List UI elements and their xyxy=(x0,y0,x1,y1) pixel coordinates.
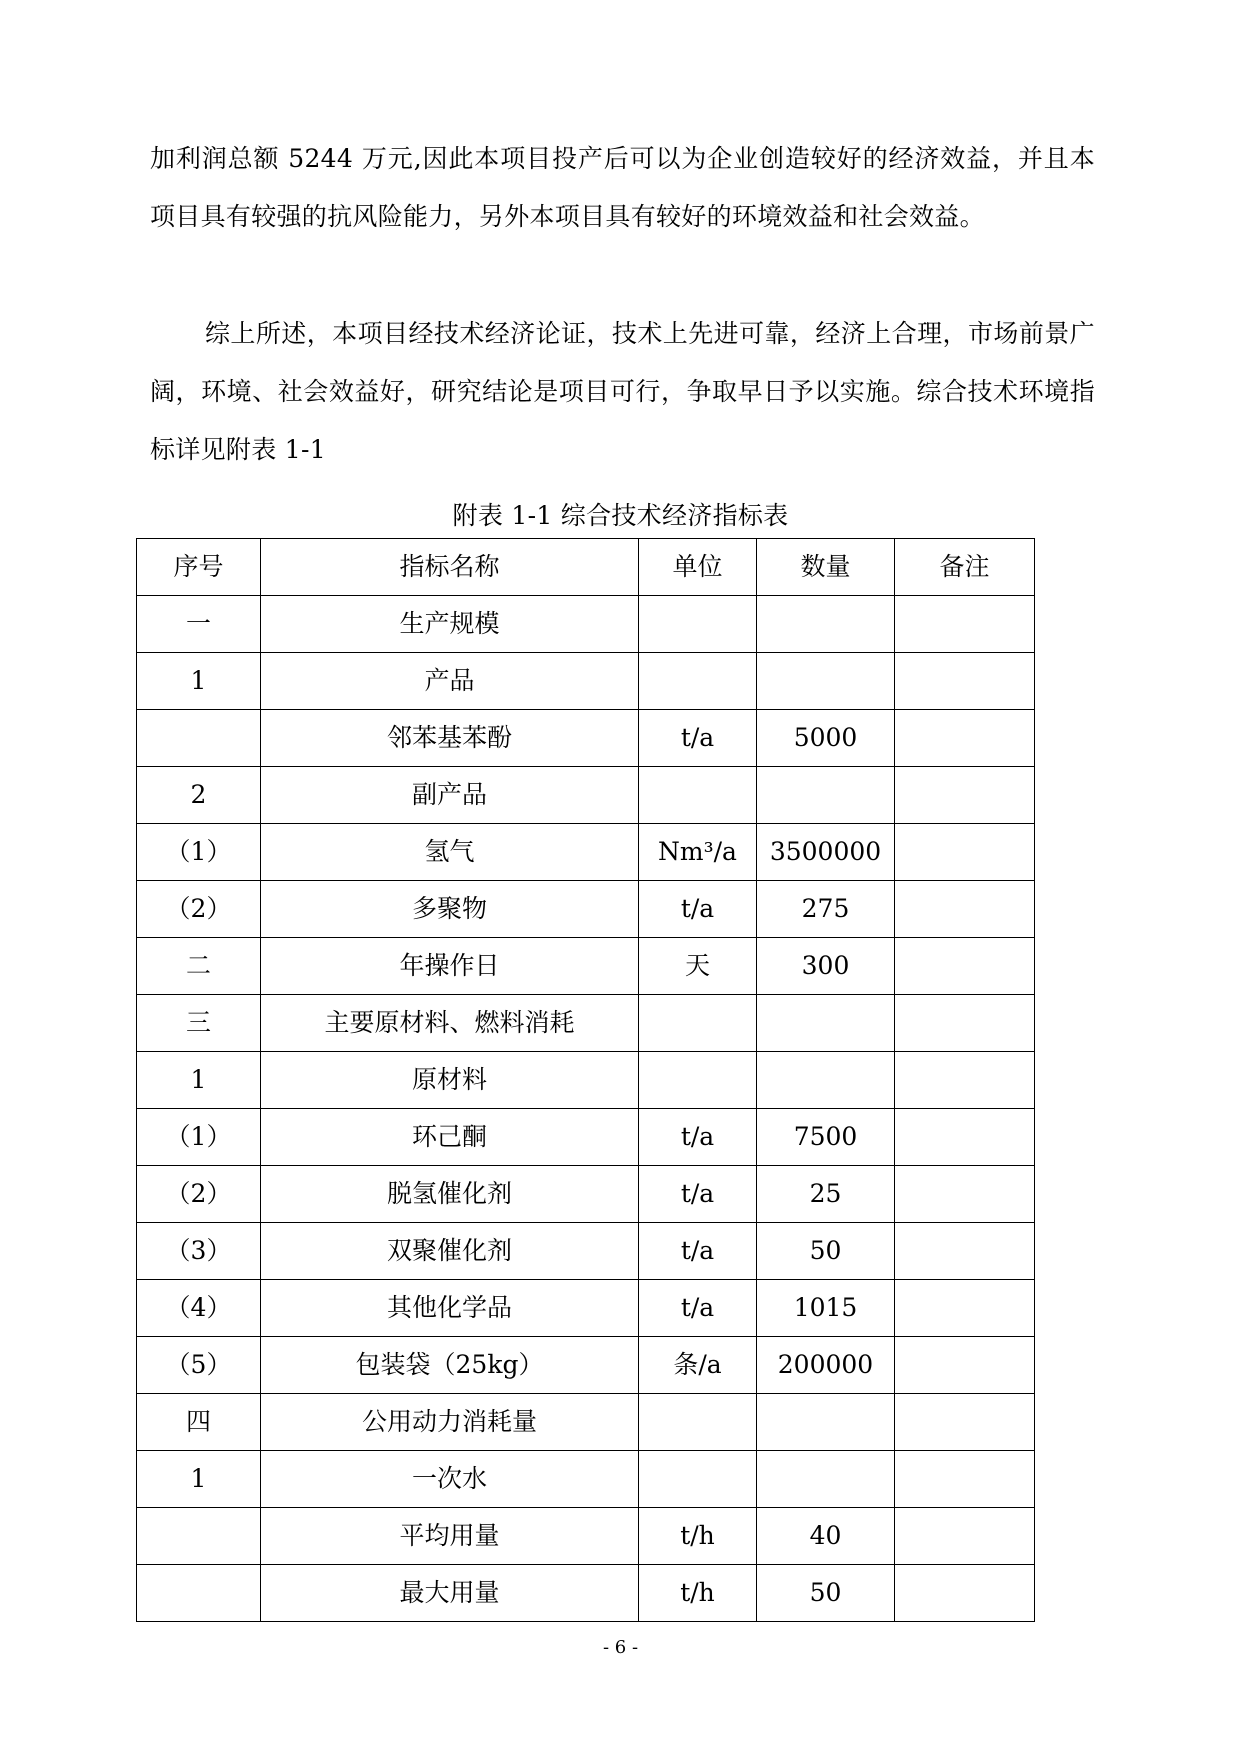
table-row xyxy=(137,1052,1035,1109)
cell-unit: 条/a xyxy=(639,1337,757,1394)
page-number: - 6 - xyxy=(602,1637,639,1658)
cell-seq: （5） xyxy=(137,1337,261,1394)
cell-remark xyxy=(895,596,1035,653)
cell-name: 包装袋（25kg） xyxy=(261,1337,639,1394)
cell-quantity: 275 xyxy=(757,881,895,938)
cell-unit: t/h xyxy=(639,1565,757,1622)
cell-remark xyxy=(895,1394,1035,1451)
cell-quantity: 300 xyxy=(757,938,895,995)
cell-name: 年操作日 xyxy=(261,938,639,995)
cell-remark xyxy=(895,995,1035,1052)
cell-unit xyxy=(639,1394,757,1451)
table-row xyxy=(137,596,1035,653)
cell-seq: （2） xyxy=(137,1166,261,1223)
cell-unit: t/a xyxy=(639,1280,757,1337)
body-paragraph: 综上所述，本项目经技术经济论证，技术上先进可靠，经济上合理，市场前景广阔，环境、社会效益好，研究结论是项目可行，争取早日予以实施。综合技术环境指标详见附表 1-1 xyxy=(150,319,1095,464)
table-row xyxy=(137,1451,1035,1508)
cell-name: 一次水 xyxy=(261,1451,639,1508)
cell-remark xyxy=(895,1223,1035,1280)
cell-seq: 二 xyxy=(137,938,261,995)
cell-unit: t/a xyxy=(639,1109,757,1166)
cell-quantity xyxy=(757,653,895,710)
cell-name: 主要原材料、燃料消耗 xyxy=(261,995,639,1052)
cell-name: 最大用量 xyxy=(261,1565,639,1622)
cell-name: 副产品 xyxy=(261,767,639,824)
cell-remark xyxy=(895,1508,1035,1565)
cell-quantity: 7500 xyxy=(757,1109,895,1166)
cell-name: 环己酮 xyxy=(261,1109,639,1166)
cell-unit: 天 xyxy=(639,938,757,995)
cell-unit: t/h xyxy=(639,1508,757,1565)
cell-seq: （2） xyxy=(137,881,261,938)
cell-name: 脱氢催化剂 xyxy=(261,1166,639,1223)
cell-name: 产品 xyxy=(261,653,639,710)
header-cell-unit: 单位 xyxy=(639,539,757,596)
cell-quantity xyxy=(757,1394,895,1451)
cell-quantity xyxy=(757,767,895,824)
cell-unit xyxy=(639,767,757,824)
table-row xyxy=(137,1508,1035,1565)
header-cell-seq: 序号 xyxy=(137,539,261,596)
cell-quantity: 25 xyxy=(757,1166,895,1223)
cell-name: 邻苯基苯酚 xyxy=(261,710,639,767)
table-caption: 附表 1-1 综合技术经济指标表 xyxy=(452,501,789,530)
cell-seq: 三 xyxy=(137,995,261,1052)
cell-remark xyxy=(895,710,1035,767)
cell-remark xyxy=(895,824,1035,881)
cell-seq xyxy=(137,1508,261,1565)
cell-seq: （1） xyxy=(137,824,261,881)
table-row xyxy=(137,1223,1035,1280)
cell-quantity xyxy=(757,596,895,653)
header-cell-name: 指标名称 xyxy=(261,539,639,596)
cell-remark xyxy=(895,1109,1035,1166)
cell-name: 公用动力消耗量 xyxy=(261,1394,639,1451)
cell-name: 其他化学品 xyxy=(261,1280,639,1337)
body-paragraph: 加利润总额 5244 万元,因此本项目投产后可以为企业创造较好的经济效益，并且本项目具有较强的抗风险能力，另外本项目具有较好的环境效益和社会效益。 xyxy=(150,144,1095,231)
cell-remark xyxy=(895,653,1035,710)
cell-unit xyxy=(639,995,757,1052)
cell-seq: 一 xyxy=(137,596,261,653)
indicator-table xyxy=(136,538,1035,1622)
cell-unit xyxy=(639,596,757,653)
cell-quantity xyxy=(757,1451,895,1508)
cell-seq: （3） xyxy=(137,1223,261,1280)
cell-remark xyxy=(895,881,1035,938)
cell-quantity: 50 xyxy=(757,1565,895,1622)
cell-unit xyxy=(639,1451,757,1508)
cell-remark xyxy=(895,1280,1035,1337)
cell-remark xyxy=(895,1565,1035,1622)
cell-name: 多聚物 xyxy=(261,881,639,938)
table-row xyxy=(137,1280,1035,1337)
table-row xyxy=(137,1166,1035,1223)
cell-unit: t/a xyxy=(639,1166,757,1223)
cell-seq: 2 xyxy=(137,767,261,824)
cell-remark xyxy=(895,1451,1035,1508)
cell-quantity: 5000 xyxy=(757,710,895,767)
cell-unit: t/a xyxy=(639,1223,757,1280)
cell-name: 生产规模 xyxy=(261,596,639,653)
table-row xyxy=(137,767,1035,824)
cell-seq xyxy=(137,1565,261,1622)
cell-remark xyxy=(895,1052,1035,1109)
cell-quantity xyxy=(757,995,895,1052)
cell-remark xyxy=(895,1166,1035,1223)
cell-quantity xyxy=(757,1052,895,1109)
table-row xyxy=(137,1337,1035,1394)
cell-quantity: 200000 xyxy=(757,1337,895,1394)
cell-seq: 四 xyxy=(137,1394,261,1451)
cell-seq: 1 xyxy=(137,653,261,710)
cell-seq: 1 xyxy=(137,1052,261,1109)
cell-unit: Nm³/a xyxy=(639,824,757,881)
table-row xyxy=(137,653,1035,710)
cell-name: 双聚催化剂 xyxy=(261,1223,639,1280)
cell-unit: t/a xyxy=(639,710,757,767)
cell-quantity: 40 xyxy=(757,1508,895,1565)
header-cell-quantity: 数量 xyxy=(757,539,895,596)
cell-name: 氢气 xyxy=(261,824,639,881)
cell-seq: （4） xyxy=(137,1280,261,1337)
table-row xyxy=(137,710,1035,767)
table-row xyxy=(137,824,1035,881)
cell-unit: t/a xyxy=(639,881,757,938)
cell-seq: 1 xyxy=(137,1451,261,1508)
cell-remark xyxy=(895,938,1035,995)
cell-remark xyxy=(895,767,1035,824)
table-row xyxy=(137,995,1035,1052)
cell-name: 平均用量 xyxy=(261,1508,639,1565)
header-cell-remark: 备注 xyxy=(895,539,1035,596)
cell-name: 原材料 xyxy=(261,1052,639,1109)
cell-quantity: 3500000 xyxy=(757,824,895,881)
cell-seq: （1） xyxy=(137,1109,261,1166)
cell-unit xyxy=(639,653,757,710)
table-header-row xyxy=(137,539,1035,596)
cell-quantity: 1015 xyxy=(757,1280,895,1337)
cell-seq xyxy=(137,710,261,767)
table-body xyxy=(137,596,1035,1622)
table-row xyxy=(137,1394,1035,1451)
table-row xyxy=(137,938,1035,995)
cell-unit xyxy=(639,1052,757,1109)
cell-remark xyxy=(895,1337,1035,1394)
cell-quantity: 50 xyxy=(757,1223,895,1280)
table-row xyxy=(137,1565,1035,1622)
table-row xyxy=(137,1109,1035,1166)
table-row xyxy=(137,881,1035,938)
